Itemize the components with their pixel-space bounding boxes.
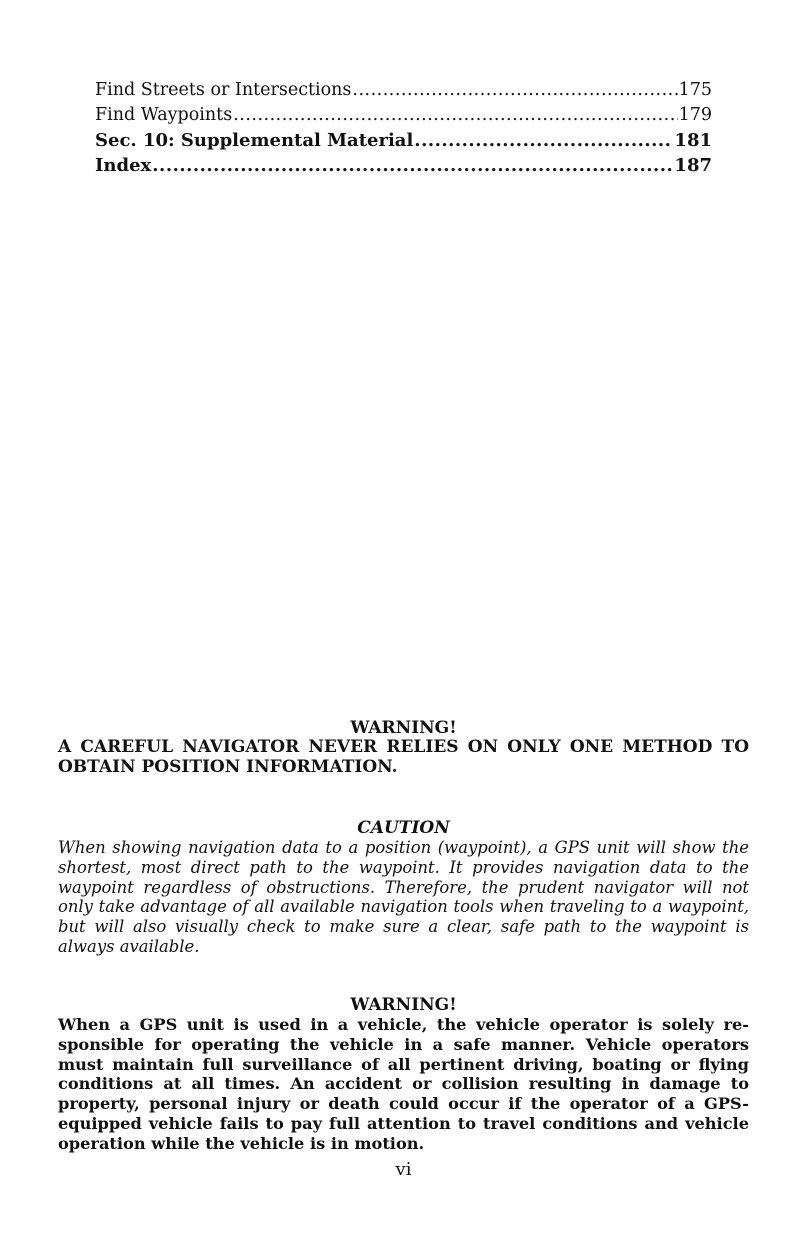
toc-dot-leader [152, 153, 673, 178]
toc-entry-title: Sec. 10: Supplemental Material [95, 130, 414, 151]
toc-entry-page: 179 [678, 105, 712, 125]
caution-title: CAUTION [357, 818, 450, 838]
warning-text: When a GPS unit is used in a vehicle, the vehicle operator is solely responsible for operating the vehicle in a safe manner. Vehicle operators must maintain full surveillance of all pertinent driving, boating or flying conditions at all times. An accident or collision resulting in damage to property, personal injury or death could occur if the operator of a GPS-equipped vehicle fails to pay full attention to travel conditions and vehicle operation while the vehicle is in motion. [58, 1015, 749, 1153]
toc-entry-title: Find Waypoints [95, 105, 233, 125]
warning-text: A CAREFUL NAVIGATOR NEVER RELIES ON ONLY ONE METHOD TO OBTAIN POSITION INFORMATION. [58, 737, 749, 777]
toc-entry-page: 187 [674, 155, 712, 176]
toc-entry-page: 175 [678, 80, 712, 100]
toc-dot-leader [414, 128, 673, 153]
table-of-contents [95, 78, 712, 178]
warning-title: WARNING! [350, 995, 457, 1015]
warning-title: WARNING! [350, 718, 457, 738]
caution-text: When showing navigation data to a position (waypoint), a GPS unit will show the shortest, most direct path to the waypoint. It provides navigation data to the waypoint regardless of obstructions. Therefore, the prudent navigator will not only take advantage of all available navigation tools when traveling to a waypoint, but will also visually check to make sure a clear, safe path to the waypoint is always available. [58, 838, 749, 956]
page-number: vi [395, 1159, 412, 1180]
toc-entry-title: Index [95, 155, 152, 176]
toc-entry-title: Find Streets or Intersections [95, 80, 352, 100]
toc-dot-leader [233, 103, 677, 128]
toc-entry-index[interactable] [95, 153, 712, 178]
toc-entry-find-streets[interactable] [95, 78, 712, 103]
caution-notice [58, 818, 749, 957]
warning-vehicle-notice [58, 995, 749, 1154]
toc-entry-find-waypoints[interactable] [95, 103, 712, 128]
toc-dot-leader [352, 78, 677, 103]
warning-navigator-notice [58, 718, 749, 778]
toc-entry-page: 181 [674, 130, 712, 151]
toc-entry-supplemental-material[interactable] [95, 128, 712, 153]
